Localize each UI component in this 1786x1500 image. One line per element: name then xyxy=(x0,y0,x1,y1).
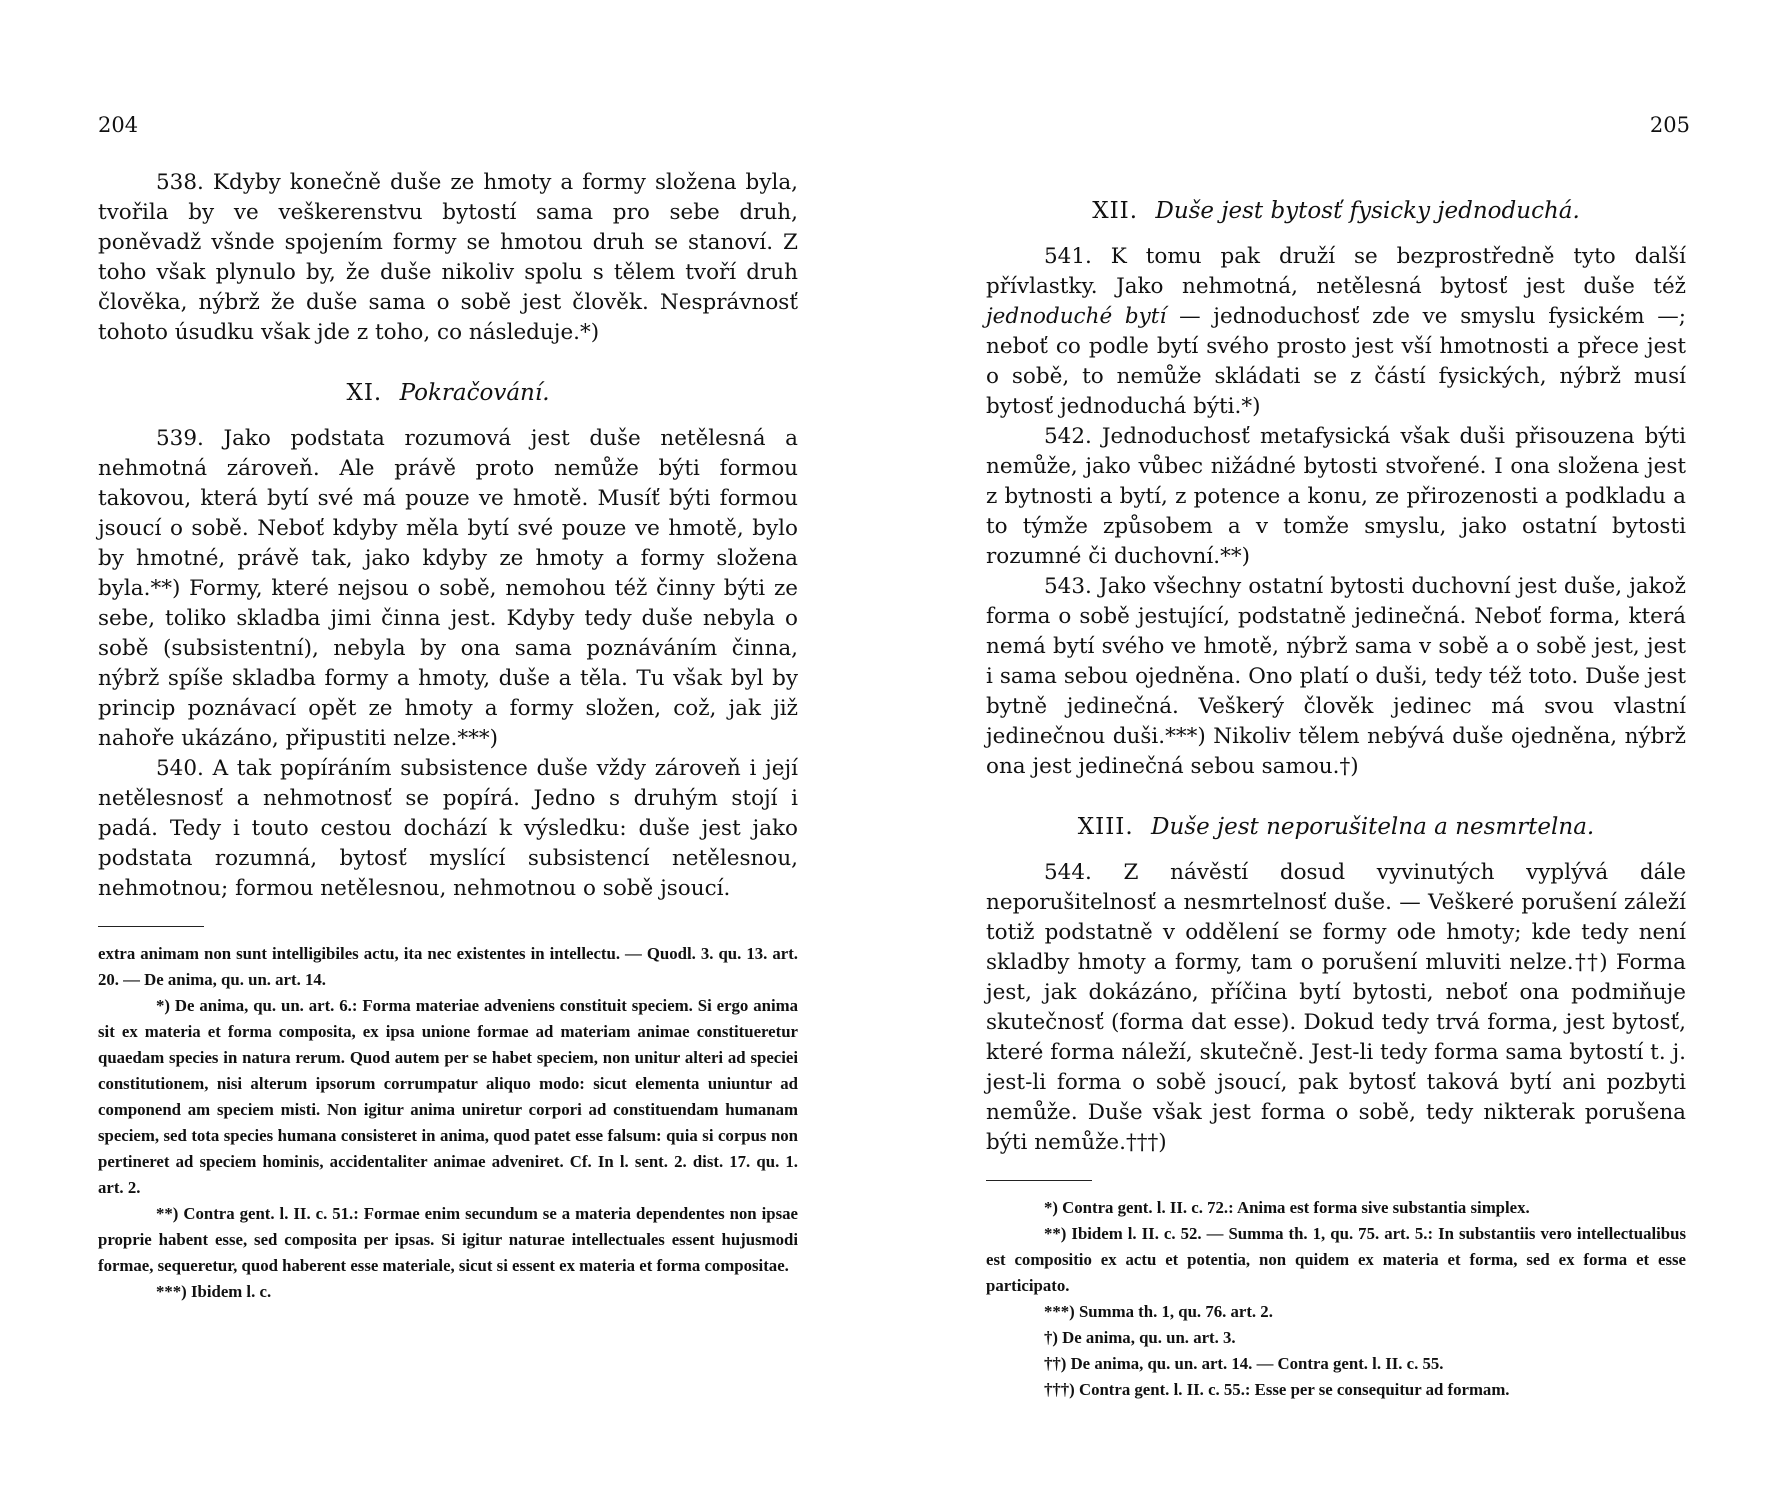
left-column xyxy=(98,168,798,1305)
paragraph-540: 540. A tak popíráním subsistence duše vždy zároveň i její netělesnosť a nehmotnosť se popírá. Jedno s druhým stojí i padá. Tedy i touto cestou dochází k výsledku: duše jest jako podstata rozumná, bytosť myslící subsistencí netělesnou, nehmotnou; formou netělesnou, nehmotnou o sobě jsoucí. xyxy=(98,756,798,901)
section-heading-xi xyxy=(98,378,798,408)
section-number: XIII. xyxy=(1077,814,1134,840)
section-heading-xii xyxy=(986,196,1686,226)
section-number: XII. xyxy=(1092,198,1139,224)
footnote-continued: extra animam non sunt intelligibiles actu, ita nec existentes in intellectu. — Quodl. 3. qu. 13. art. 20. — De anima, qu. un. art. 14. xyxy=(98,944,798,989)
footnote-1: *) Contra gent. l. II. c. 72.: Anima est forma sive substantia simplex. xyxy=(1044,1198,1530,1217)
footnote-divider xyxy=(986,1180,1092,1181)
paragraph-541 xyxy=(986,242,1686,422)
paragraph-543: 543. Jako všechny ostatní bytosti duchovní jest duše, jakož forma o sobě jestující, podstatně jedinečná. Neboť forma, která nemá bytí svého ve hmotě, nýbrž sama v sobě a o sobě jest, jest i sama sebou ojedněna. Ono platí o duši, tedy též toto. Duše jest bytně jedinečná. Veškerý člověk jedinec má svou vlastní jedinečnou duši.***) Nikoliv tělem nebývá duše ojedněna, nýbrž ona jest jedinečná sebou samou.†) xyxy=(986,574,1686,779)
footnote-6: †††) Contra gent. l. II. c. 55.: Esse per se consequitur ad formam. xyxy=(1044,1380,1510,1399)
paragraph-538: 538. Kdyby konečně duše ze hmoty a formy složena byla, tvořila by ve veškerenstvu bytostí sama pro sebe druh, poněvadž všnde spojením formy se hmotou druh se stanoví. Z toho však plynulo by, že duše nikoliv spolu s tělem tvoří druh člověka, nýbrž že duše sama o sobě jest člověk. Nesprávnosť tohoto úsudku však jde z toho, co následuje.*) xyxy=(98,170,798,345)
right-column xyxy=(986,196,1686,1403)
paragraph-541-part-1: 541. K tomu pak druží se bezprostředně tyto další přívlastky. Jako nehmotná, netělesná bytosť jest duše též xyxy=(986,244,1686,299)
section-heading-xiii xyxy=(986,812,1686,842)
footnote-3: ***) Summa th. 1, qu. 76. art. 2. xyxy=(1044,1302,1273,1321)
section-number: XI. xyxy=(346,380,383,406)
footnote-5: ††) De anima, qu. un. art. 14. — Contra gent. l. II. c. 55. xyxy=(1044,1354,1444,1373)
paragraph-539: 539. Jako podstata rozumová jest duše netělesná a nehmotná zároveň. Ale právě proto nemůže býti formou takovou, která bytí své má pouze ve hmotě. Musíť býti formou jsoucí o sobě. Neboť kdyby měla bytí své pouze ve hmotě, bylo by hmotné, právě tak, jako kdyby ze hmoty a formy složena byla.**) Formy, které nejsou o sobě, nemohou též činny býti ze sebe, toliko skladba jimi činna jest. Kdyby tedy duše nebyla o sobě (subsistentní), nebyla by ona sama poznáváním činna, nýbrž spíše skladba formy a hmoty, duše a těla. Tu však byl by princip poznávací opět ze hmoty a formy složen, což, jak již nahoře ukázáno, připustiti nelze.***) xyxy=(98,426,798,751)
footnote-4: †) De anima, qu. un. art. 3. xyxy=(1044,1328,1236,1347)
paragraph-544: 544. Z návěstí dosud vyvinutých vyplývá dále neporušitelnosť a nesmrtelnosť duše. — Veškeré porušení záleží totiž podstatně v oddělení se formy ode hmoty; kde tedy není skladby hmoty a formy, tam o porušení mluviti nelze.††) Forma jest, jak dokázáno, příčina bytí bytosti, neboť ona podmiňuje skutečnosť (forma dat esse). Dokud tedy trvá forma, jest bytosť, které forma náleží, skutečně. Jest-li tedy forma sama bytostí t. j. jest-li forma o sobě jsoucí, pak bytosť taková bytí ani pozbyti nemůže. Duše však jest forma o sobě, tedy nikterak porušena býti nemůže.†††) xyxy=(986,860,1686,1155)
footnotes xyxy=(98,941,798,1305)
footnote-2: **) Contra gent. l. II. c. 51.: Formae enim secundum se a materia dependentes non ipsae proprie habent esse, sed composita per ipsas. Si igitur naturae intellectuales essent hujusmodi formae, sequeretur, quod haberent esse materiale, sicut si essent ex materia et forma compositae. xyxy=(98,1204,798,1275)
page-number: 204 xyxy=(98,113,139,137)
emphasis-text: jednoduché bytí xyxy=(986,304,1167,329)
footnote-1: *) De anima, qu. un. art. 6.: Forma materiae adveniens constituit speciem. Si ergo anima sit ex materia et forma composita, ex ipsa unione formae ad materiam animae constitueretur quaedam species in natura rerum. Quod autem per se habet speciem, non unitur alteri ad speciei constitutionem, nisi alterum ipsorum corrumpatur aliquo modo: sicut elementa uniuntur ad componend am speciem misti. Non igitur anima uniretur corpori ad constituendam humanam speciem, sed tota species humana consisteret in anima, quod patet esse falsum: quia si corpus non pertineret ad speciem hominis, accidentaliter animae adveniret. Cf. In l. sent. 2. dist. 17. qu. 1. art. 2. xyxy=(98,996,798,1197)
right-page xyxy=(893,0,1786,1500)
paragraph-541-part-2: — jednoduchosť zde ve smyslu fysickém —; neboť co podle bytí svého prosto jest vší hmotnosti a přece jest o sobě, to nemůže skládati se z částí fysických, nýbrž musí bytosť jednoduchá býti.*) xyxy=(986,304,1686,419)
section-title: Duše jest neporušitelna a nesmrtelna. xyxy=(1151,814,1595,840)
paragraph-542: 542. Jednoduchosť metafysická však duši přisouzena býti nemůže, jako vůbec nižádné bytosti stvořené. I ona složena jest z bytnosti a bytí, z potence a konu, ze přirozenosti a podkladu a to týmže způsobem a v tomže smyslu, jako ostatní bytosti rozumné či duchovní.**) xyxy=(986,424,1686,569)
footnote-3: ***) Ibidem l. c. xyxy=(156,1282,272,1301)
footnote-2: **) Ibidem l. II. c. 52. — Summa th. 1, qu. 75. art. 5.: In substantiis vero intellectualibus est compositio ex actu et potentia, non quidem ex materia et forma, sed ex forma et esse participato. xyxy=(986,1224,1686,1295)
section-title: Duše jest bytosť fysicky jednoduchá. xyxy=(1155,198,1580,224)
footnotes xyxy=(986,1195,1686,1403)
section-title: Pokračování. xyxy=(399,380,550,406)
footnote-divider xyxy=(98,926,204,927)
page-number: 205 xyxy=(1649,113,1690,137)
